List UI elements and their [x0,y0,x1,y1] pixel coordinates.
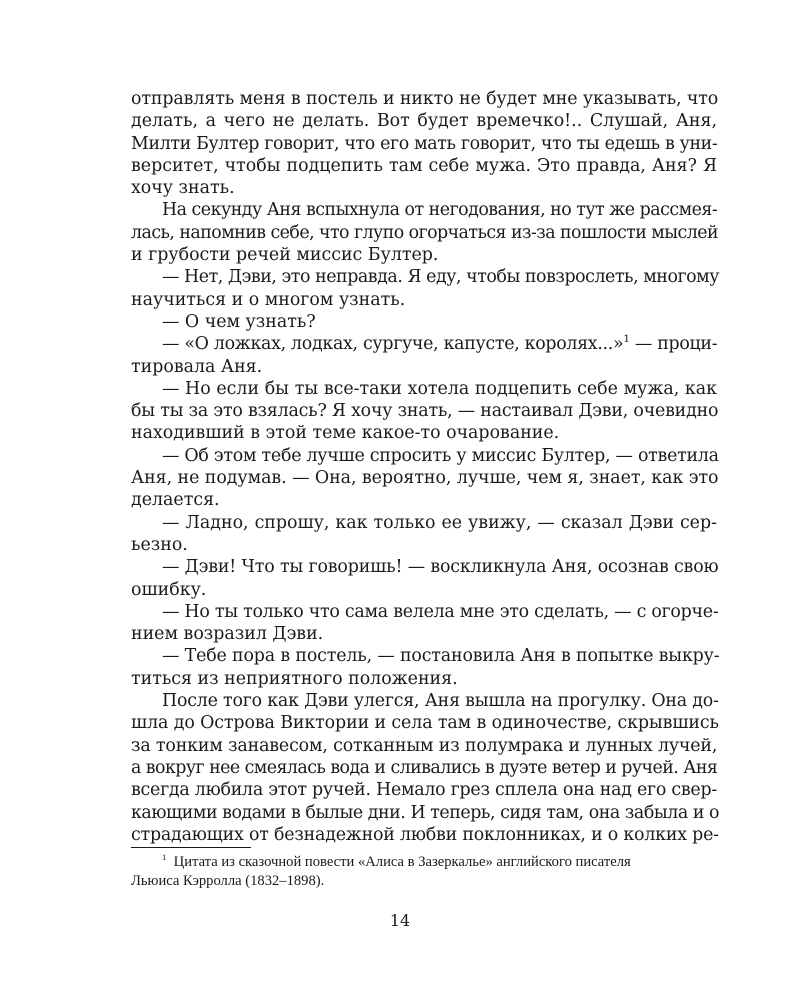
text-line [131,133,717,155]
text-line-tail: — проци- [629,334,718,355]
text-line-content: титься из неприятного положения. [131,668,458,689]
text-line-content: — Нет, Дэви, это неправда. Я еду, чтобы повзрослеть, многому [162,267,720,288]
text-line [131,422,717,444]
footnote-divider [131,847,251,848]
text-line [131,400,717,422]
text-line-content: лась, напомнив себе, что глупо огорчаться из-за пошлости мыслей [131,222,718,243]
text-line [131,712,717,734]
text-line-content: ьезно. [131,534,188,555]
footnote-marker: 1 [162,852,167,863]
text-line-content: бы ты за это взялась? Я хочу знать, — настаивал Дэви, очевидно [131,401,719,422]
text-line [131,222,717,244]
page-number: 14 [389,911,411,930]
text-line-content: всегда любила этот ручей. Немало грез сплела она над его свер- [131,780,717,801]
text-line [131,378,717,400]
text-line-content: делать, а чего не делать. Вот будет времечко!.. Слушай, Аня, [131,111,717,132]
text-line [131,802,720,824]
text-line-content: — «О ложках, лодках, сургуче, капусте, королях...» [162,334,624,355]
text-line [131,155,717,177]
text-line [131,489,717,511]
text-line-content: тировала Аня. [131,356,263,377]
text-line-content: за тонким занавесом, сотканным из полумрака и лунных лучей, [131,735,718,756]
text-line-content: — Но ты только что сама велела мне это сделать, — с огорче- [162,601,719,622]
text-line-content: Аня, не подумав. — Она, вероятно, лучше, чем я, знает, как это [131,468,719,489]
body-text [131,88,720,846]
text-line-content: нием возразил Дэви. [131,624,324,645]
text-line [131,244,717,266]
footnote [131,853,717,890]
text-line [131,623,717,645]
text-line [131,757,717,779]
text-line [131,534,717,556]
text-line [131,289,717,311]
text-line-content: Милти Бултер говорит, что его мать говорит, что ты едешь в уни- [131,133,718,154]
text-line [131,690,717,712]
text-line [131,735,717,757]
text-line [131,445,717,467]
footnote-text-1: Цитата из сказочной повести «Алиса в Зазеркалье» английского писателя [173,854,631,870]
text-line [131,177,717,199]
text-line-content: отправлять меня в постель и никто не будет мне указывать, что [131,89,719,109]
text-line [131,333,717,355]
text-line [131,88,717,110]
text-line-content: кающими водами в былые дни. И теперь, сидя там, она забыла и о [131,802,720,823]
text-line-content: страдающих от безнадежной любви поклонниках, и о колких ре- [131,824,719,845]
text-line-content: и грубости речей миссис Бултер. [131,245,439,266]
text-line-content: ошибку. [131,579,207,600]
footnote-line-2: Льюиса Кэрролла (1832–1898). [131,872,325,889]
text-line-content: На секунду Аня вспыхнула от негодования, но тут же рассмея- [162,200,718,221]
text-line [131,266,720,288]
text-line [131,512,717,534]
footnote-line-1 [131,853,717,872]
text-line [131,645,720,667]
text-line-content: — Тебе пора в постель, — постановила Аня в попытке выкру- [162,646,720,667]
text-line-content: находивший в этой теме какое-то очарование. [131,423,560,444]
footnote-reference: 1 [623,333,630,346]
text-line [131,199,717,221]
text-line-content: — О чем узнать? [162,311,316,332]
text-line-content: а вокруг нее смеялась вода и сливались в дуэте ветер и ручей. Аня [131,757,718,778]
text-line-content: верситет, чтобы подцепить там себе мужа. Это правда, Аня? Я [131,155,717,176]
text-line-content: — Об этом тебе лучше спросить у миссис Бултер, — ответила [162,445,719,466]
text-line-content: научиться и о многом узнать. [131,289,406,310]
text-line [131,356,717,378]
text-line-content: — Дэви! Что ты говоришь! — воскликнула Аня, осознав свою [162,557,719,578]
text-line [131,467,717,489]
text-line-content: делается. [131,490,220,511]
text-line-content: шла до Острова Виктории и села там в одиночестве, скрывшись [131,713,719,734]
text-line [131,601,717,623]
text-line-content: — Но если бы ты все-таки хотела подцепить себе мужа, как [162,378,717,399]
text-line [131,579,717,601]
text-line-content: После того как Дэви улегся, Аня вышла на прогулку. Она до- [162,691,719,712]
text-line-content: хочу знать. [131,178,235,199]
text-line [131,110,717,132]
text-line [131,556,717,578]
text-line [131,311,717,333]
text-line-content: — Ладно, спрошу, как только ее увижу, — сказал Дэви сер- [162,512,717,533]
text-line [131,779,717,801]
text-line [131,668,717,690]
text-line [131,824,717,846]
